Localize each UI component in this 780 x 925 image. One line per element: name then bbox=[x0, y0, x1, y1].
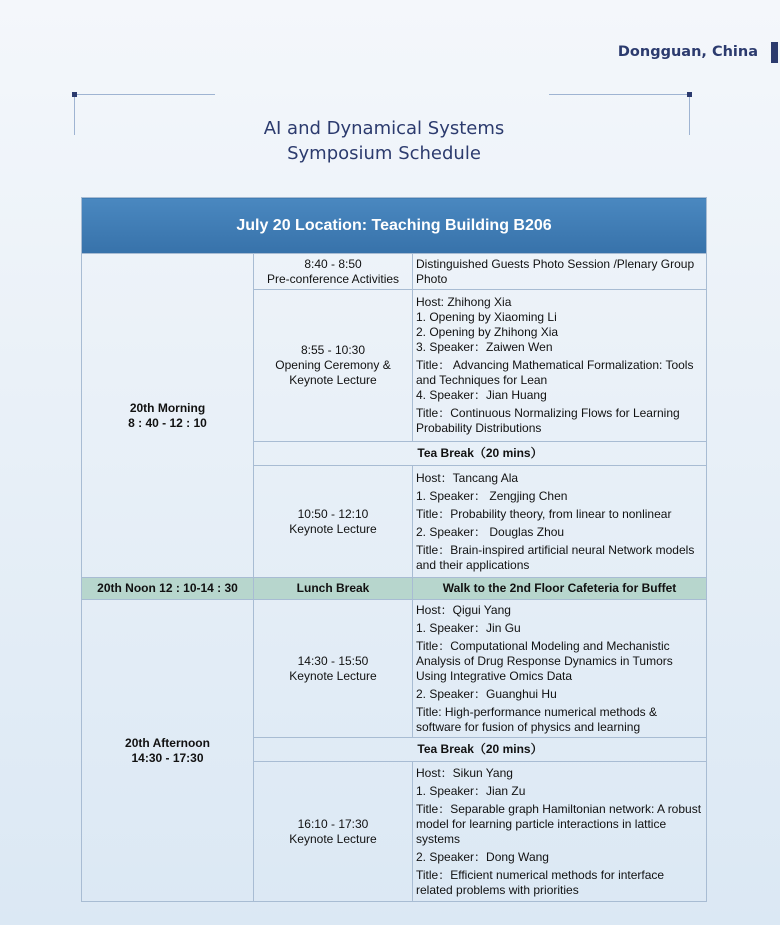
session-details bbox=[413, 290, 707, 442]
detail-line: Title：Continuous Normalizing Flows for Learning Probability Distributions bbox=[416, 406, 680, 435]
session-name: Keynote Lecture bbox=[289, 373, 377, 387]
detail-line: Title：Brain-inspired artificial neural Network models and their applications bbox=[416, 542, 695, 572]
table-row bbox=[82, 578, 707, 600]
session-opening bbox=[254, 290, 413, 442]
detail-line: Host：Tancang Ala bbox=[416, 470, 519, 485]
detail-line: Host：Sikun Yang bbox=[416, 765, 513, 780]
period-afternoon bbox=[82, 600, 254, 902]
tea-break: Tea Break（20 mins） bbox=[254, 738, 707, 762]
detail-line: Host: Zhihong Xia bbox=[416, 295, 512, 309]
session-details bbox=[413, 254, 707, 290]
detail-line: 4. Speaker：Jian Huang bbox=[416, 388, 547, 402]
session-time: 8:40 - 8:50 bbox=[304, 256, 362, 271]
detail-line: 2. Speaker： Douglas Zhou bbox=[416, 524, 565, 539]
page-title bbox=[0, 116, 768, 166]
session-name: Keynote Lecture bbox=[289, 668, 377, 683]
session-details bbox=[413, 466, 707, 578]
session-time: 8:55 - 10:30 bbox=[300, 343, 366, 357]
title-line-1: AI and Dynamical Systems bbox=[263, 118, 505, 139]
session-keynote bbox=[254, 466, 413, 578]
title-line-2: Symposium Schedule bbox=[287, 143, 481, 164]
table-header: July 20 Location: Teaching Building B206 bbox=[82, 198, 707, 254]
session-time: 16:10 - 17:30 bbox=[297, 816, 369, 831]
detail-line: 3. Speaker：Zaiwen Wen bbox=[416, 340, 553, 354]
period-time: 8 : 40 - 12 : 10 bbox=[128, 415, 207, 430]
session-details bbox=[413, 600, 707, 738]
detail-line: Title： Advancing Mathematical Formalization: Tools and Techniques for Lean bbox=[416, 358, 694, 387]
session-name: Keynote Lecture bbox=[289, 831, 377, 846]
session-time: 10:50 - 12:10 bbox=[297, 506, 369, 521]
session-name: Keynote Lecture bbox=[289, 521, 377, 536]
period-time: 14:30 - 17:30 bbox=[131, 750, 204, 765]
tea-break: Tea Break（20 mins） bbox=[254, 442, 707, 466]
detail-line: Host：Qigui Yang bbox=[416, 602, 511, 617]
detail-line: 1. Speaker：Jin Gu bbox=[416, 620, 521, 635]
detail-line: Title：Probability theory, from linear to nonlinear bbox=[416, 506, 672, 521]
detail-line: Title：Computational Modeling and Mechanistic Analysis of Drug Response Dynamics in Tumors Using Integrative Omics Data bbox=[416, 638, 673, 683]
period-label: 20th Afternoon bbox=[125, 735, 210, 750]
session-details bbox=[413, 762, 707, 902]
detail-line: Title: High-performance numerical methods & software for fusion of physics and learning bbox=[416, 704, 657, 734]
period-noon: 20th Noon 12 : 10-14 : 30 bbox=[82, 578, 254, 600]
lunch-break: Lunch Break bbox=[254, 578, 413, 600]
detail-line: 2. Speaker：Guanghui Hu bbox=[416, 686, 557, 701]
table-row bbox=[82, 254, 707, 290]
detail-line: 2. Speaker：Dong Wang bbox=[416, 849, 549, 864]
session-preconf bbox=[254, 254, 413, 290]
detail-line: 1. Opening by Xiaoming Li bbox=[416, 310, 557, 324]
accent-bar bbox=[771, 42, 778, 63]
session-keynote bbox=[254, 762, 413, 902]
lunch-details: Walk to the 2nd Floor Cafeteria for Buffet bbox=[413, 578, 707, 600]
session-name: Opening Ceremony & bbox=[275, 358, 391, 372]
detail-line: Distinguished Guests Photo Session /Plenary Group Photo bbox=[416, 256, 695, 286]
detail-line: 1. Speaker：Jian Zu bbox=[416, 783, 526, 798]
location-tag: Dongguan, China bbox=[617, 44, 758, 60]
session-keynote bbox=[254, 600, 413, 738]
table-header-row bbox=[82, 198, 707, 254]
session-name: Pre-conference Activities bbox=[266, 271, 400, 286]
schedule-table bbox=[81, 197, 707, 902]
session-time: 14:30 - 15:50 bbox=[297, 653, 369, 668]
period-label: 20th Morning bbox=[129, 400, 206, 415]
detail-line: 2. Opening by Zhihong Xia bbox=[416, 325, 559, 339]
period-morning bbox=[82, 254, 254, 578]
detail-line: 1. Speaker： Zengjing Chen bbox=[416, 488, 568, 503]
table-row bbox=[82, 600, 707, 738]
detail-line: Title：Separable graph Hamiltonian network: A robust model for learning particle interactions in lattice systems bbox=[416, 801, 702, 846]
detail-line: Title：Efficient numerical methods for interface related problems with priorities bbox=[416, 867, 665, 897]
